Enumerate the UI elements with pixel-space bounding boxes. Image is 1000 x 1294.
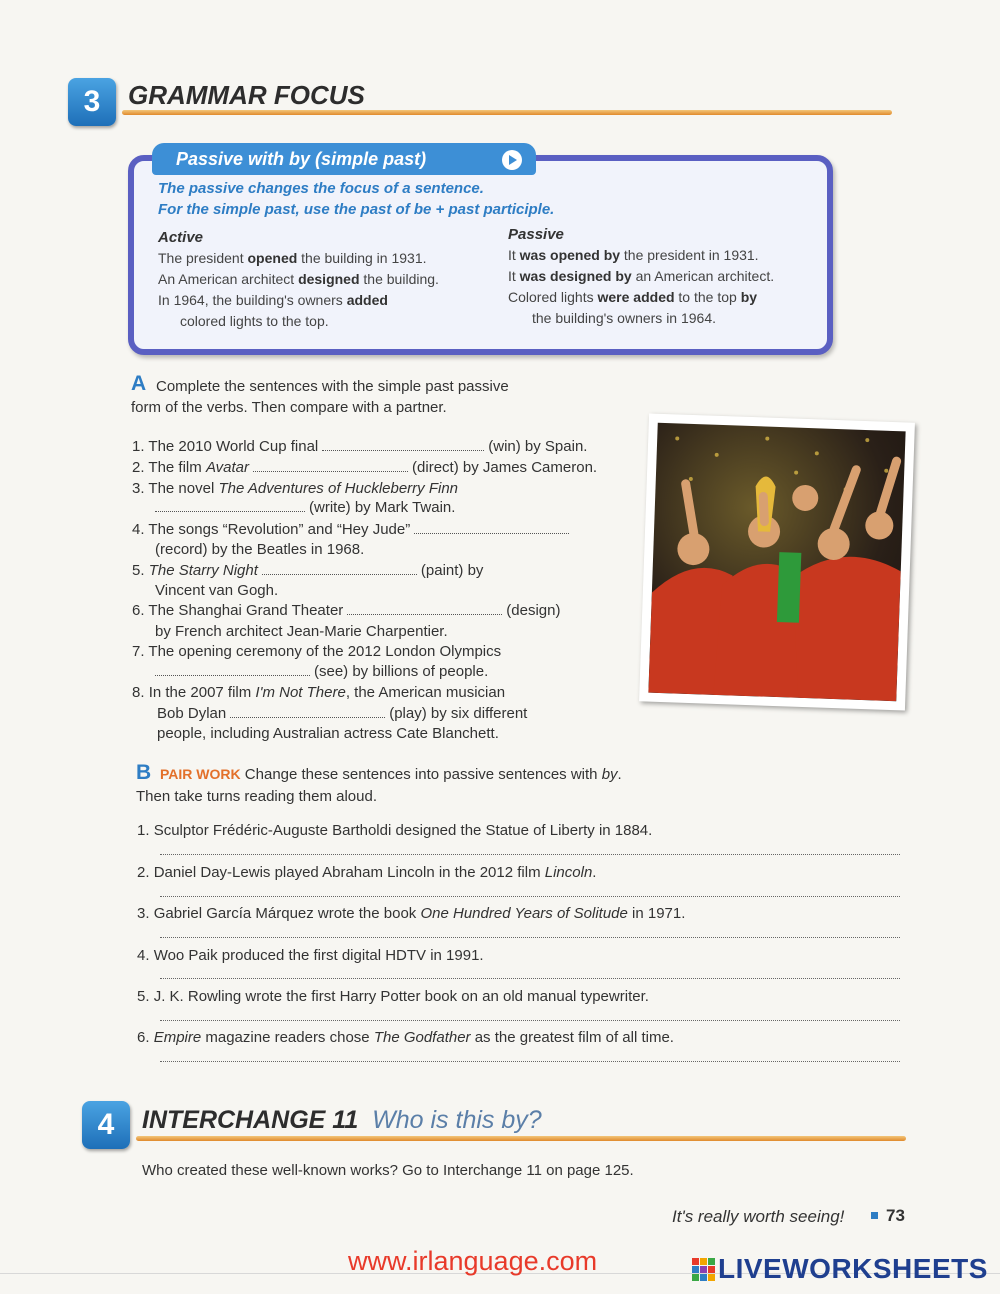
exercise-b-item: 6. Empire magazine readers chose The Godfather as the greatest film of all time. [137,1029,674,1046]
section-title: INTERCHANGE 11 Who is this by? [142,1106,542,1134]
audio-play-icon[interactable] [502,150,522,170]
grammar-intro-1: The passive changes the focus of a sentence. [158,180,484,197]
exercise-b-item: 2. Daniel Day-Lewis played Abraham Lincoln in the 2012 film Lincoln. [137,864,597,881]
liveworksheets-logo-icon [692,1258,716,1282]
answer-line[interactable] [160,1019,900,1021]
section-number-badge: 3 [68,78,116,126]
passive-line: It was designed by an American architect. [508,268,775,284]
exercise-a-instructions: form of the verbs. Then compare with a partner. [131,399,447,416]
exercise-a-item-cont: Bob Dylan (play) by six different [157,705,528,722]
exercise-a-item: 8. In the 2007 film I'm Not There, the American musician [132,684,506,701]
answer-blank[interactable] [262,573,417,575]
exercise-a-item-cont: people, including Australian actress Cate Blanchett. [157,725,499,742]
section-rule [136,1136,906,1141]
unit-title: It's really worth seeing! [672,1207,845,1226]
page-marker-square [871,1212,878,1219]
exercise-b-item: 1. Sculptor Frédéric-Auguste Bartholdi designed the Statue of Liberty in 1884. [137,822,653,839]
passive-heading: Passive [508,226,564,243]
exercise-a-item-cont: by French architect Jean-Marie Charpentier. [155,623,448,640]
answer-line[interactable] [160,936,900,938]
answer-line[interactable] [160,853,900,855]
section4-body: Who created these well-known works? Go to Interchange 11 on page 125. [142,1162,634,1179]
section-title: GRAMMAR FOCUS [128,80,365,110]
section-rule [122,110,892,115]
watermark-brand: LIVEWORKSHEETS [718,1253,988,1284]
answer-line[interactable] [160,977,900,979]
exercise-a-item: 7. The opening ceremony of the 2012 London Olympics [132,643,502,660]
passive-line: Colored lights were added to the top by [508,289,758,305]
exercise-a-item-cont: (write) by Mark Twain. [155,499,455,516]
exercise-a-item: 5. The Starry Night (paint) by [132,562,484,579]
exercise-a-item: 4. The songs “Revolution” and “Hey Jude” [132,521,573,538]
exercise-b-item: 4. Woo Paik produced the first digital HDTV in 1991. [137,947,484,964]
exercise-a-item-cont: Vincent van Gogh. [155,582,279,599]
exercise-b-item: 3. Gabriel García Márquez wrote the book One Hundred Years of Solitude in 1971. [137,905,686,922]
exercise-a-item-cont: (record) by the Beatles in 1968. [155,541,365,558]
passive-line: the building's owners in 1964. [532,310,717,326]
exercise-a-instructions: Complete the sentences with the simple past passive [156,378,509,395]
section-number-badge: 4 [82,1101,130,1149]
exercise-a-item: 1. The 2010 World Cup final (win) by Spain. [132,438,588,455]
exercise-b-instructions: PAIR WORK Change these sentences into passive sentences with by. [160,766,622,783]
grammar-tab: Passive with by (simple past) [152,143,536,175]
exercise-b-instructions: Then take turns reading them aloud. [136,788,377,805]
exercise-b-item: 5. J. K. Rowling wrote the first Harry Potter book on an old manual typewriter. [137,988,649,1005]
answer-blank[interactable] [230,716,385,718]
answer-blank[interactable] [253,470,408,472]
active-line: An American architect designed the building. [158,271,439,287]
exercise-a-letter: A [131,372,147,395]
passive-line: It was opened by the president in 1931. [508,247,759,263]
answer-blank[interactable] [322,449,484,451]
active-line: In 1964, the building's owners added [158,292,388,308]
active-heading: Active [158,229,204,246]
page-number: 73 [886,1206,905,1225]
exercise-a-item: 3. The novel The Adventures of Huckleberry Finn [132,480,459,497]
answer-blank[interactable] [347,613,502,615]
photo-image [648,423,905,701]
world-cup-photo [639,413,915,710]
active-line: The president opened the building in 1931. [158,250,427,266]
watermark-site[interactable]: www.irlanguage.com [348,1246,598,1276]
answer-blank[interactable] [155,510,305,512]
answer-line[interactable] [160,1060,900,1062]
answer-line[interactable] [160,895,900,897]
exercise-a-item: 6. The Shanghai Grand Theater (design) [132,602,561,619]
exercise-a-item-cont: (see) by billions of people. [155,663,488,680]
answer-blank[interactable] [155,674,310,676]
answer-blank[interactable] [414,532,569,534]
active-line: colored lights to the top. [180,313,329,329]
grammar-intro-2: For the simple past, use the past of be + past participle. [158,201,555,218]
exercise-a-item: 2. The film Avatar (direct) by James Cameron. [132,459,598,476]
exercise-b-letter: B [136,761,152,784]
